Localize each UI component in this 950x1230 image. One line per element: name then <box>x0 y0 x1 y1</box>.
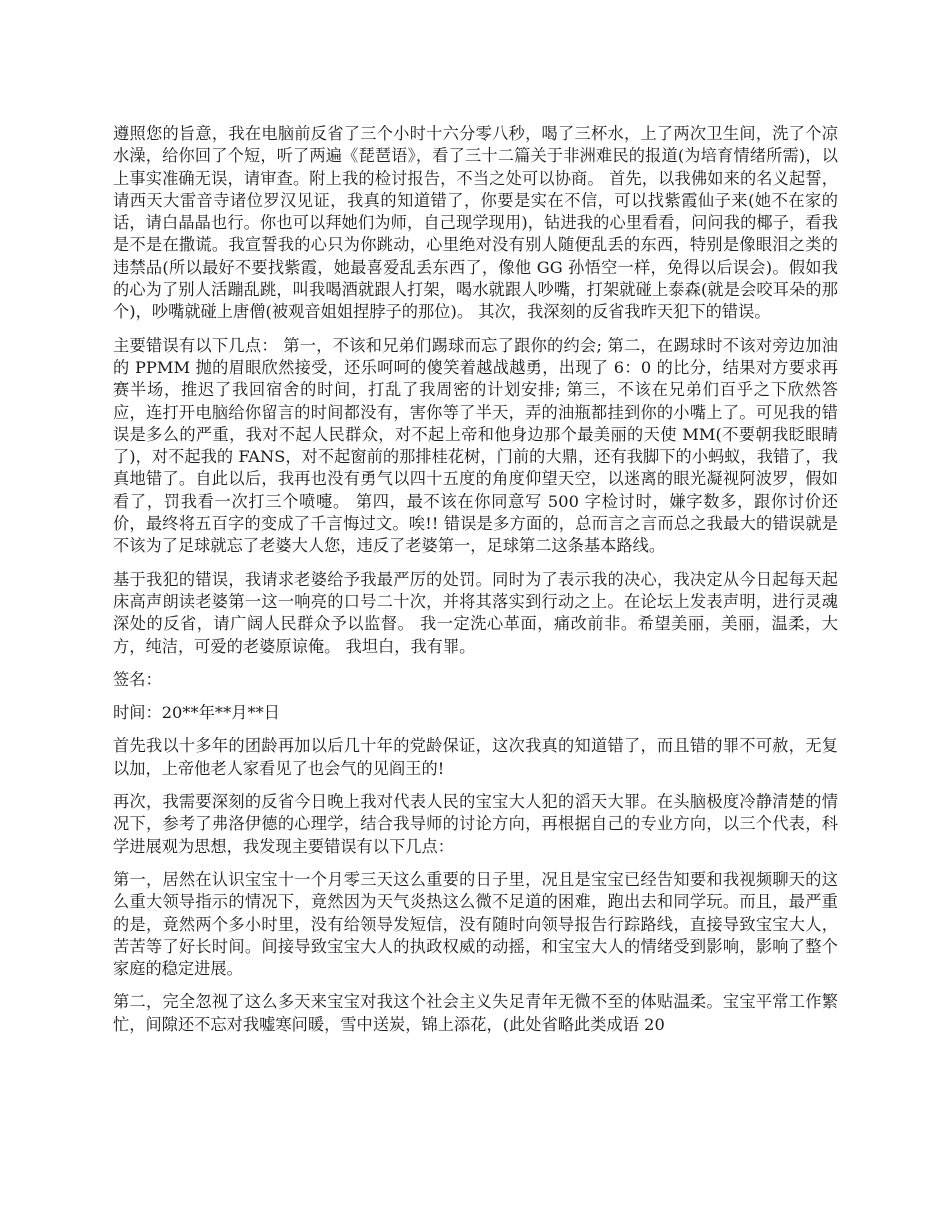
paragraph-second-error: 第二，完全忽视了这么多天来宝宝对我这个社会主义失足青年无微不至的体贴温柔。宝宝平常工作繁忙，间隙还不忘对我嘘寒问暖，雪中送炭，锦上添花，(此处省略此类成语 20 <box>113 992 838 1034</box>
paragraph-apology-intro: 遵照您的旨意，我在电脑前反省了三个小时十六分零八秒，喝了三杯水，上了两次卫生间，洗了个凉水澡，给你回了个短，听了两遍《琵琶语》，看了三十二篇关于非洲难民的报道(为培育情绪所需)，以上事实准确无误，请审查。附上我的检讨报告，不当之处可以协商。 首先，以我佛如来的名义起誓，请西天大雷音寺诸位罗汉见证，我真的知道错了，你要是实在不信，可以找紫霞仙子来(她不在家的话，请白晶晶也行。你也可以拜她们为师，自己现学现用)，钻进我的心里看看，问问我的椰子，看我是不是在撒谎。我宣誓我的心只为你跳动，心里绝对没有别人随便乱丢的东西，特别是像眼泪之类的违禁品(所以最好不要找紫霞，她最喜爱乱丢东西了，像他 GG 孙悟空一样，免得以后误会)。假如我的心为了别人活蹦乱跳，叫我喝酒就跟人打架，喝水就跟人吵嘴，打架就碰上泰森(就是会咬耳朵的那个)，吵嘴就碰上唐僧(被观音姐姐捏脖子的那位)。 其次，我深刻的反省我昨天犯下的错误。 <box>113 124 838 322</box>
paragraph-main-errors: 主要错误有以下几点： 第一，不该和兄弟们踢球而忘了跟你的约会; 第二，在踢球时不该对旁边加油的 PPMM 抛的眉眼欣然接受，还乐呵呵的傻笑着越战越勇，出现了 6：0 的比分，结果对方要求再赛半场，推迟了我回宿舍的时间，打乱了我周密的计划安排; 第三，不该在兄弟们百乎之下欣然答应，连打开电脑给你留言的时间都没有，害你等了半天，弄的油瓶都挂到你的小嘴上了。可见我的错误是多么的严重，我对不起人民群众，对不起上帝和他身边那个最美丽的天使 MM(不要朝我眨眼睛了)，对不起我的 FANS，对不起窗前的那排桂花树，门前的大鼎，还有我脚下的小蚂蚁，我错了，我真地错了。自此以后，我再也没有勇气以四十五度的角度仰望天空，以迷离的眼光凝视阿波罗，假如看了，罚我看一次打三个喷嚏。 第四，最不该在你同意写 500 字检讨时，嫌字数多，跟你讨价还价，最终将五百字的变成了千言悔过文。唉!! 错误是多方面的，总而言之言而总之我最大的错误就是不该为了足球就忘了老婆大人您，违反了老婆第一，足球第二这条基本路线。 <box>113 335 838 556</box>
signature-line: 签名： <box>113 669 162 689</box>
date-line: 时间：20**年**月**日 <box>113 703 280 723</box>
paragraph-reflection: 再次，我需要深刻的反省今日晚上我对代表人民的宝宝大人犯的滔天大罪。在头脑极度冷静清楚的情况下，参考了弗洛伊德的心理学，结合我导师的讨论方向，再根据自己的专业方向，以三个代表，科学进展观为思想，我发现主要错误有以下几点： <box>113 792 838 856</box>
paragraph-first-error: 第一，居然在认识宝宝十一个月零三天这么重要的日子里，况且是宝宝已经告知要和我视频聊天的这么重大领导指示的情况下，竟然因为天气炎热这么微不足道的困难，跑出去和同学玩。而且，最严重的是，竟然两个多小时里，没有给领导发短信，没有随时向领导报告行踪路线，直接导致宝宝大人，苦苦等了好长时间。间接导致宝宝大人的执政权威的动摇，和宝宝大人的情绪受到影响，影响了整个家庭的稳定进展。 <box>113 869 838 979</box>
document-body <box>113 123 838 1047</box>
paragraph-punishment: 基于我犯的错误，我请求老婆给予我最严厉的处罚。同时为了表示我的决心，我决定从今日起每天起床高声朗读老婆第一这一响亮的口号二十次，并将其落实到行动之上。在论坛上发表声明，进行灵魂深处的反省，请广阔人民群众予以监督。 我一定洗心革面，痛改前非。希望美丽，美丽，温柔，大方，纯洁，可爱的老婆原谅俺。 我坦白，我有罪。 <box>113 569 838 656</box>
paragraph-guarantee: 首先我以十多年的团龄再加以后几十年的党龄保证，这次我真的知道错了，而且错的罪不可赦，无复以加，上帝他老人家看见了也会气的见阎王的! <box>113 736 838 778</box>
